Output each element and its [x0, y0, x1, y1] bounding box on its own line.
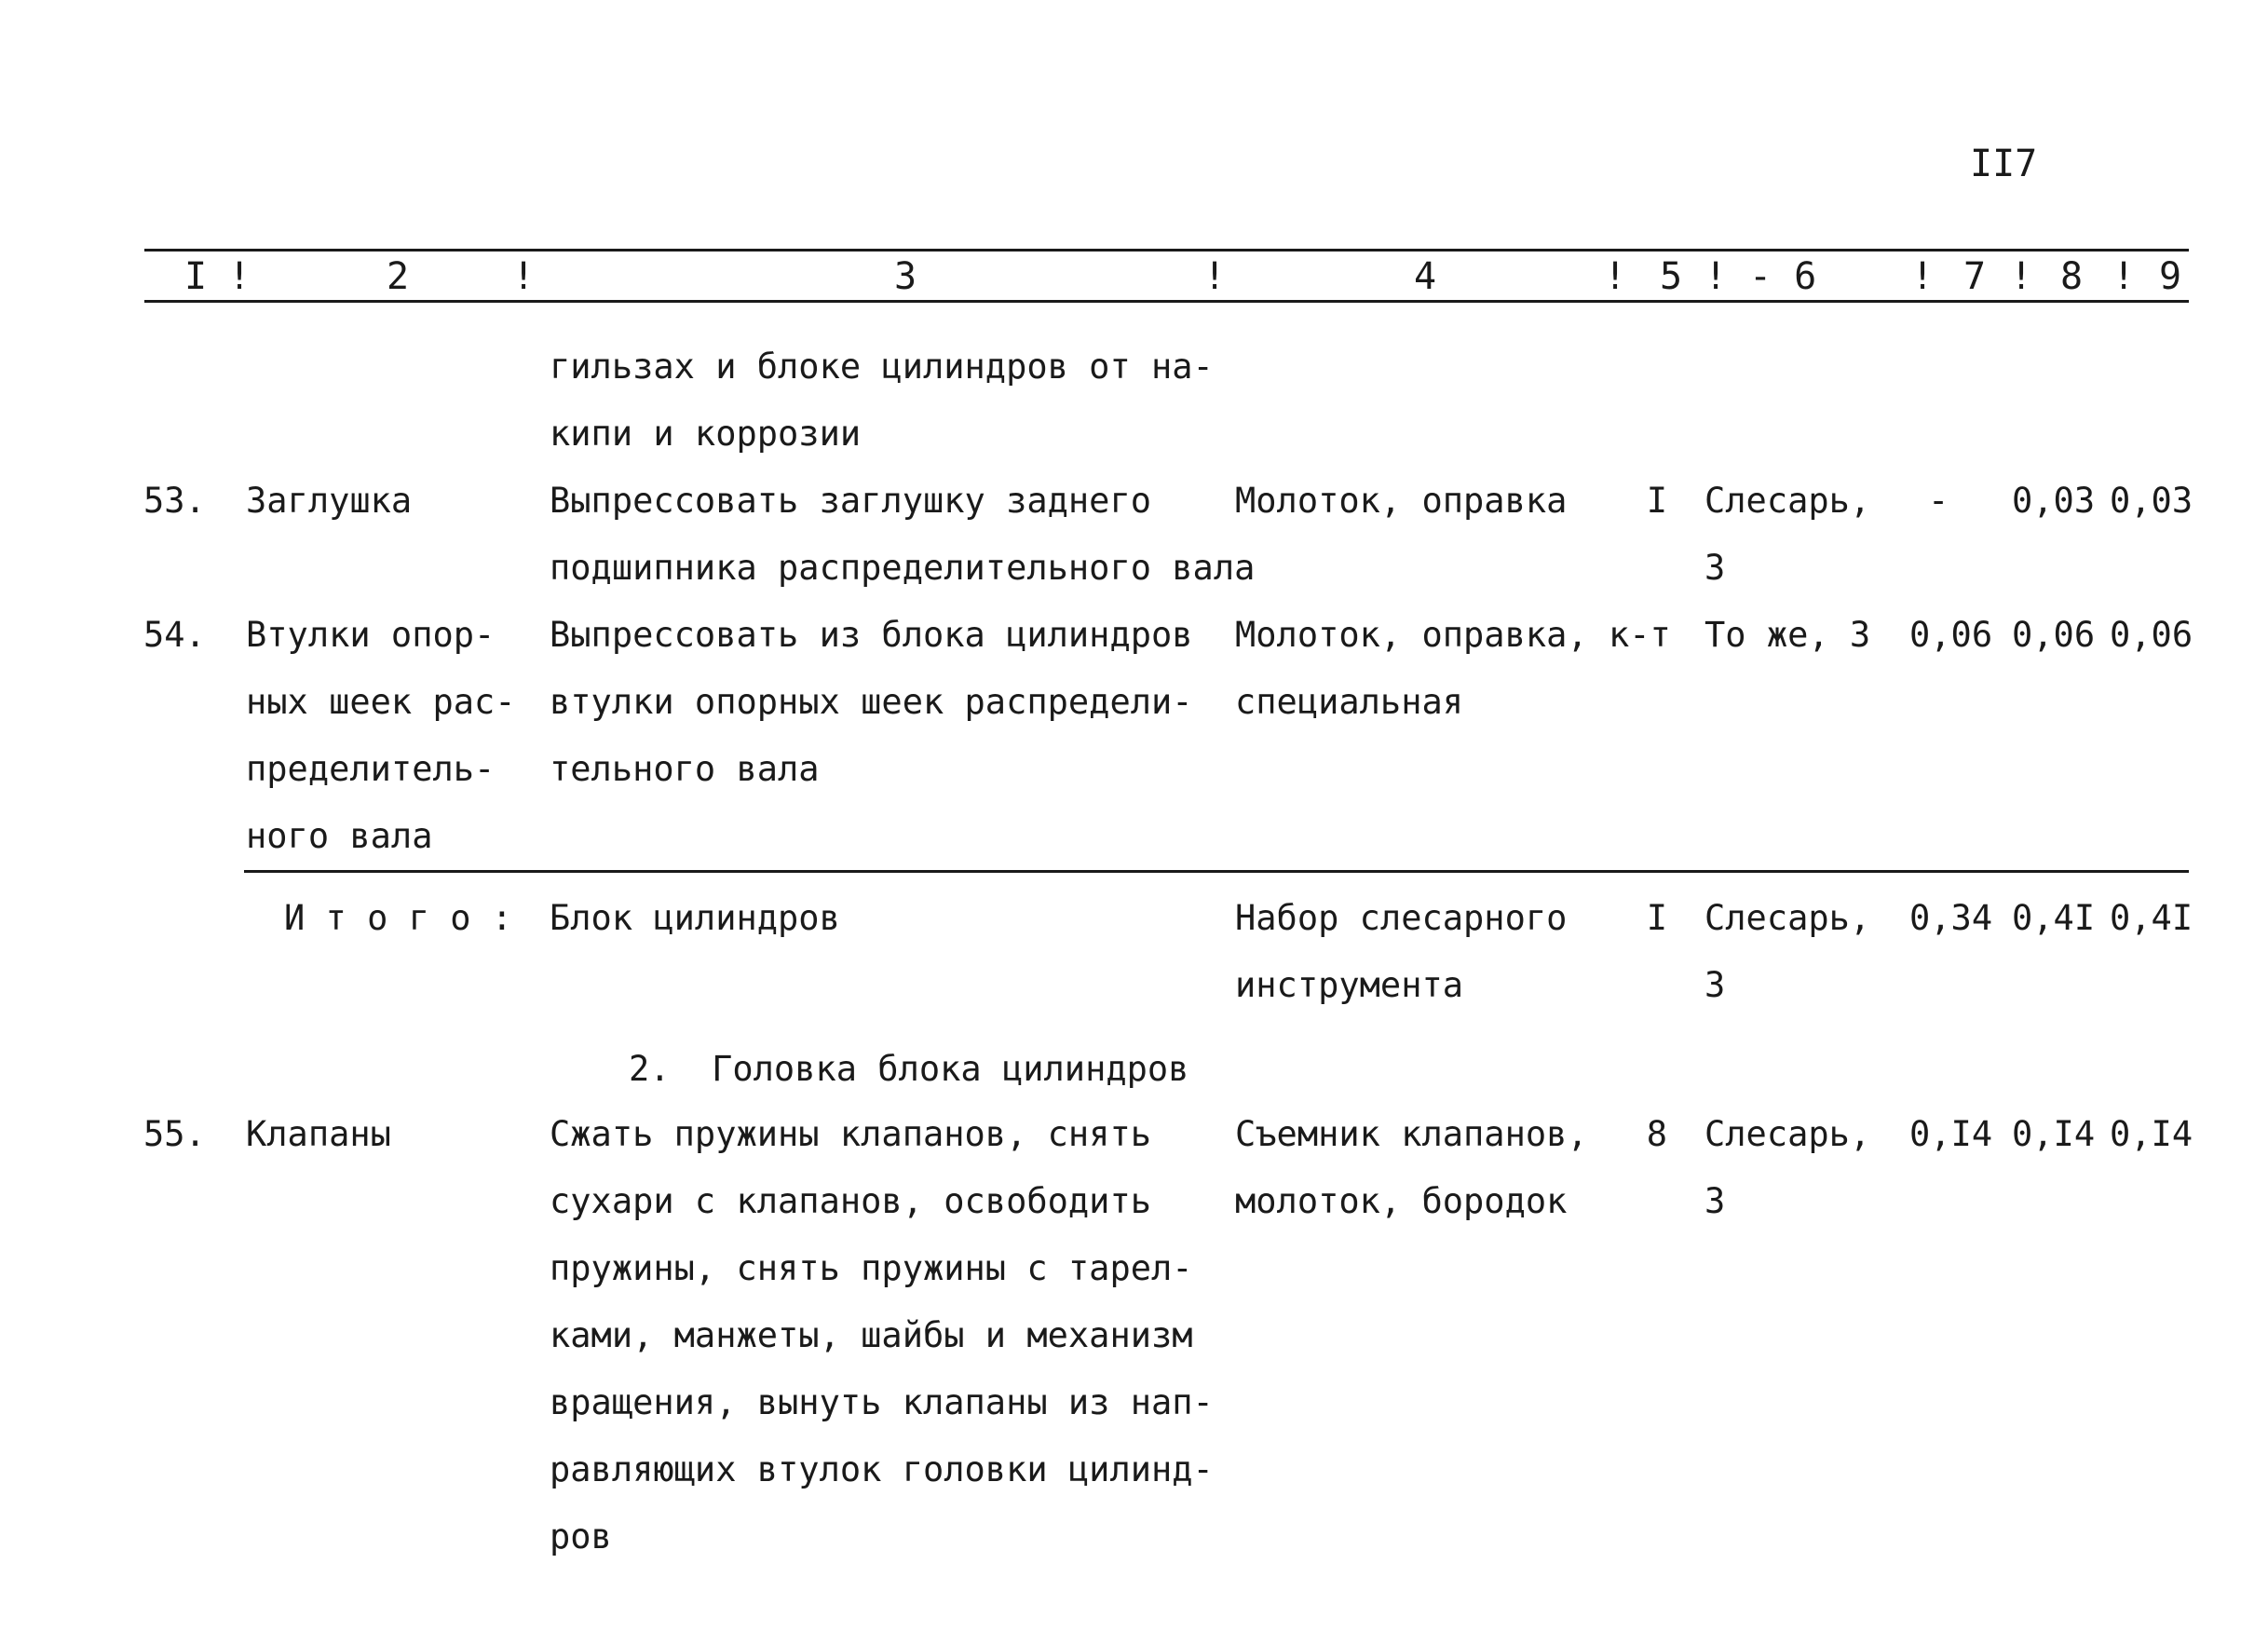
operation-text: ками, манжеты, шайбы и механизм [550, 1315, 1193, 1355]
header-separator: ! [1604, 255, 1627, 298]
total-operation: Блок цилиндров [550, 898, 840, 938]
header-separator: ! [1704, 255, 1728, 298]
value-col9: 0,06 [2110, 615, 2193, 655]
value-col9: 0,I4 [2110, 1114, 2193, 1154]
worker-grade: 3 [1704, 548, 1726, 588]
operation-text: Сжать пружины клапанов, снять [550, 1114, 1152, 1154]
operation-text: вращения, вынуть клапаны из нап- [550, 1382, 1214, 1422]
quantity: 8 [1646, 1114, 1667, 1154]
value-col8: 0,03 [2012, 481, 2096, 521]
header-col-5: 5 [1660, 255, 1683, 298]
tool-text: специальная [1235, 682, 1464, 722]
header-col-4: 4 [1414, 255, 1437, 298]
part-name: Заглушка [246, 481, 413, 521]
header-col-2: 2 [387, 255, 410, 298]
operation-text: пружины, снять пружины с тарел- [550, 1248, 1193, 1288]
header-col-6: - 6 [1749, 255, 1817, 298]
header-separator: ! [1911, 255, 1935, 298]
worker-grade: 3 [1704, 965, 1726, 1005]
worker: Слесарь, [1704, 1114, 1871, 1154]
header-separator: ! [512, 255, 536, 298]
header-separator: ! [1203, 255, 1227, 298]
header-col-3: 3 [894, 255, 917, 298]
worker-grade: 3 [1704, 1181, 1726, 1221]
row-number: 53. [143, 481, 206, 521]
header-bottom-rule [144, 300, 2189, 303]
tool-text: Съемник клапанов, [1235, 1114, 1588, 1154]
part-name: Клапаны [246, 1114, 391, 1154]
header-separator: ! [2112, 255, 2136, 298]
operation-text: сухари с клапанов, освободить [550, 1181, 1152, 1221]
page-number: II7 [1970, 143, 2038, 185]
row-number: 54. [143, 615, 206, 655]
part-name: ных шеек рас- [246, 682, 516, 722]
worker: Слесарь, [1704, 898, 1871, 938]
quantity: I [1646, 481, 1667, 521]
value-col9: 0,4I [2110, 898, 2193, 938]
operation-text: равляющих втулок головки цилинд- [550, 1449, 1214, 1489]
worker: То же, 3 [1704, 615, 1871, 655]
part-name: ного вала [246, 816, 433, 856]
tool-text: молоток, бородок [1235, 1181, 1568, 1221]
row-number: 55. [143, 1114, 206, 1154]
total-label: И т о г о : [284, 898, 513, 938]
total-rule [244, 870, 2189, 873]
header-col-7: 7 [1963, 255, 1987, 298]
quantity: I [1646, 898, 1667, 938]
continuation-line: гильзах и блоке цилиндров от на- [550, 347, 1214, 387]
tool-text: Набор слесарного [1235, 898, 1568, 938]
operation-text: тельного вала [550, 749, 820, 789]
operation-text: Выпрессовать из блока цилиндров [550, 615, 1193, 655]
value-col9: 0,03 [2110, 481, 2193, 521]
header-top-rule [144, 249, 2189, 252]
operation-text: Выпрессовать заглушку заднего [550, 481, 1152, 521]
value-col8: 0,I4 [2012, 1114, 2096, 1154]
value-col7: 0,06 [1909, 615, 1993, 655]
value-col7: 0,I4 [1909, 1114, 1993, 1154]
part-name: пределитель- [246, 749, 496, 789]
operation-text: ров [550, 1516, 612, 1557]
header-separator: ! [228, 255, 251, 298]
header-separator: ! [2010, 255, 2033, 298]
operation-text: подшипника распределительного вала [550, 548, 1256, 588]
tool-text: инструмента [1235, 965, 1464, 1005]
value-col7: - [1928, 481, 1949, 521]
header-col-1: I [184, 255, 208, 298]
operation-text: втулки опорных шеек распредели- [550, 682, 1193, 722]
value-col8: 0,06 [2012, 615, 2096, 655]
continuation-line: кипи и коррозии [550, 414, 862, 454]
worker: Слесарь, [1704, 481, 1871, 521]
value-col7: 0,34 [1909, 898, 1993, 938]
tool-text: Молоток, оправка [1235, 481, 1568, 521]
value-col8: 0,4I [2012, 898, 2096, 938]
tool-text: Молоток, оправка, к-т [1235, 615, 1671, 655]
header-col-8: 8 [2060, 255, 2084, 298]
section-title: 2. Головка блока цилиндров [629, 1049, 1189, 1089]
header-col-9: 9 [2159, 255, 2182, 298]
part-name: Втулки опор- [246, 615, 496, 655]
